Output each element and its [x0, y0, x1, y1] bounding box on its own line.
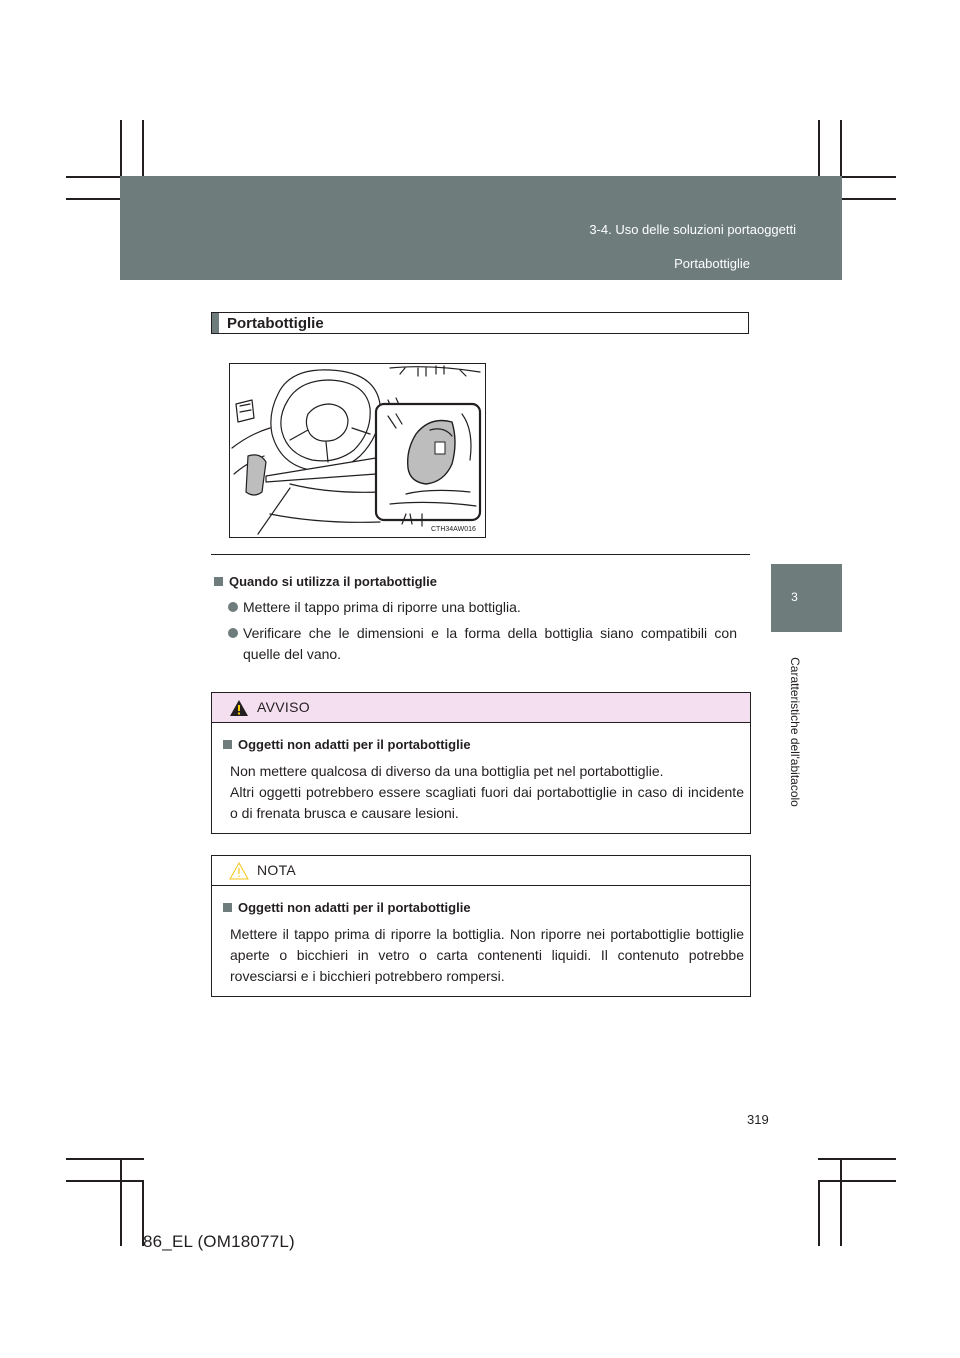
info-heading-text: Quando si utilizza il portabottiglie	[229, 574, 437, 589]
note-heading	[223, 900, 471, 915]
circle-bullet-icon	[228, 628, 238, 638]
header-section-title: 3-4. Uso delle soluzioni portaoggetti	[589, 222, 796, 237]
square-bullet-icon	[223, 740, 232, 749]
square-bullet-icon	[214, 577, 223, 586]
note-box	[211, 855, 751, 997]
caution-triangle-icon	[229, 862, 249, 880]
header-subsection-title: Portabottiglie	[674, 256, 750, 271]
section-title: Portabottiglie	[227, 315, 324, 332]
note-header	[212, 856, 750, 886]
document-code: 86_EL (OM18077L)	[143, 1232, 295, 1251]
crop-mark	[818, 1180, 896, 1182]
section-title-bar	[212, 313, 219, 333]
page-number: 319	[747, 1112, 769, 1127]
crop-mark	[818, 1180, 820, 1246]
crop-mark	[66, 1180, 144, 1182]
warning-header	[212, 693, 750, 723]
circle-bullet-icon	[228, 602, 238, 612]
section-title-box	[211, 312, 749, 334]
warning-label: AVVISO	[257, 699, 310, 715]
dashboard-drawing	[230, 364, 485, 537]
square-bullet-icon	[223, 903, 232, 912]
warning-heading-text: Oggetti non adatti per il portabottiglie	[238, 737, 471, 752]
warning-box	[211, 692, 751, 834]
info-bullet-1: Mettere il tappo prima di riporre una bottiglia.	[243, 599, 521, 615]
warning-triangle-icon	[229, 699, 249, 717]
chapter-number: 3	[791, 590, 798, 604]
crop-mark	[840, 1160, 842, 1246]
warning-text-2: Altri oggetti potrebbero essere scagliati fuori dai portabottiglie in caso di incidente o di frenata brusca e causare lesioni.	[230, 784, 744, 821]
crop-mark	[66, 1158, 144, 1160]
figure-code: CTH34AW016	[431, 526, 476, 533]
info-heading	[214, 574, 437, 589]
note-text: Mettere il tappo prima di riporre la bottiglia. Non riporre nei portabottiglie bottiglie aperte o bicchieri in vetro o carta contenenti liquidi. Il contenuto potrebbe rovesciarsi e i bicchieri potrebbero rompersi.	[230, 926, 744, 984]
info-bullet-2: Verificare che le dimensioni e la forma della bottiglia siano compatibili con quelle del vano.	[243, 625, 737, 662]
section-divider	[211, 554, 750, 555]
crop-mark	[120, 1160, 122, 1246]
bottle-holder-illustration	[229, 363, 486, 538]
crop-mark	[818, 1158, 896, 1160]
warning-text-1: Non mettere qualcosa di diverso da una bottiglia pet nel portabottiglie.	[230, 763, 664, 779]
note-label: NOTA	[257, 862, 297, 878]
note-heading-text: Oggetti non adatti per il portabottiglie	[238, 900, 471, 915]
warning-heading	[223, 737, 471, 752]
chapter-title-vertical: Caratteristiche dell'abitacolo	[788, 657, 802, 807]
